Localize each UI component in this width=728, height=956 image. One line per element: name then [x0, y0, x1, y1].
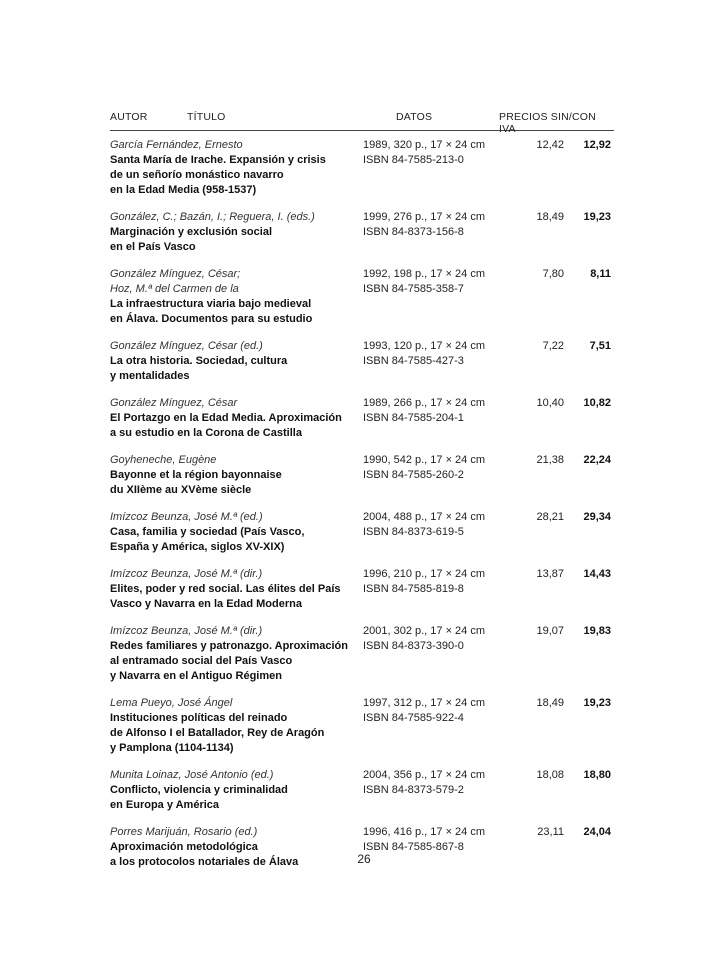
list-item [110, 396, 614, 441]
entry-title: Instituciones políticas del reinado de Alfonso I el Batallador, Rey de Aragón y Pamplona (1104-1134) [110, 712, 325, 754]
entry-isbn: ISBN 84-8373-619-5 [363, 526, 464, 538]
entry-price-con-iva: 22,24 [583, 454, 611, 466]
entry-price-con-iva: 8,11 [590, 268, 611, 280]
entry-price-sin-iva: 18,08 [536, 769, 564, 781]
list-item [110, 567, 614, 612]
entry-list [110, 138, 614, 870]
entry-title: El Portazgo en la Edad Media. Aproximación a su estudio en la Corona de Castilla [110, 412, 342, 439]
entry-author: Lema Pueyo, José Ángel [110, 697, 233, 709]
entry-author: González Mínguez, César; Hoz, M.ª del Carmen de la [110, 268, 241, 295]
entry-datos [363, 624, 503, 654]
list-item [110, 696, 614, 756]
entry-isbn: ISBN 84-8373-390-0 [363, 640, 464, 652]
entry-author: Imízcoz Beunza, José M.ª (dir.) [110, 625, 263, 637]
entry-price-sin-iva: 12,42 [536, 139, 564, 151]
entry-price-con-iva: 24,04 [583, 826, 611, 838]
entry-datos-format: 1999, 276 p., 17 × 24 cm [363, 211, 486, 223]
header-precios: PRECIOS SIN/CON IVA [499, 111, 596, 135]
entry-datos-format: 1989, 266 p., 17 × 24 cm [363, 397, 486, 409]
entry-datos [363, 339, 503, 369]
list-item [110, 453, 614, 498]
entry-author: García Fernández, Ernesto [110, 139, 243, 151]
entry-isbn: ISBN 84-7585-204-1 [363, 412, 464, 424]
entry-isbn: ISBN 84-7585-867-8 [363, 841, 464, 853]
entry-price-con-iva: 19,83 [583, 625, 611, 637]
entry-price-sin-iva: 10,40 [536, 397, 564, 409]
entry-isbn: ISBN 84-7585-819-8 [363, 583, 464, 595]
entry-datos [363, 825, 503, 855]
entry-author: Porres Marijuán, Rosario (ed.) [110, 826, 258, 838]
entry-datos [363, 768, 503, 798]
entry-left-column [110, 339, 350, 384]
list-item [110, 510, 614, 555]
list-item [110, 339, 614, 384]
entry-author: González Mínguez, César [110, 397, 238, 409]
entry-price-con-iva: 12,92 [583, 139, 611, 151]
entry-price-sin-iva: 13,87 [536, 568, 564, 580]
entry-datos-format: 1990, 542 p., 17 × 24 cm [363, 454, 486, 466]
entry-left-column [110, 138, 350, 198]
entry-left-column [110, 510, 350, 555]
entry-title: Santa María de Irache. Expansión y crisis de un señorío monástico navarro en la Edad Media (958-1537) [110, 154, 326, 196]
header-titulo: TÍTULO [187, 111, 226, 123]
entry-price-sin-iva: 18,49 [536, 697, 564, 709]
entry-author: González Mínguez, César (ed.) [110, 340, 263, 352]
entry-price-sin-iva: 7,22 [542, 340, 564, 352]
entry-isbn: ISBN 84-8373-579-2 [363, 784, 464, 796]
entry-datos [363, 267, 503, 297]
entry-datos-format: 2004, 488 p., 17 × 24 cm [363, 511, 486, 523]
entry-left-column [110, 696, 350, 756]
list-item [110, 138, 614, 198]
entry-price-sin-iva: 18,49 [536, 211, 564, 223]
entry-left-column [110, 567, 350, 612]
list-item [110, 267, 614, 327]
entry-datos [363, 138, 503, 168]
entry-datos-format: 1992, 198 p., 17 × 24 cm [363, 268, 486, 280]
entry-datos [363, 696, 503, 726]
entry-price-con-iva: 10,82 [583, 397, 611, 409]
entry-datos [363, 210, 503, 240]
page-number: 26 [357, 852, 371, 866]
entry-title: Conflicto, violencia y criminalidad en Europa y América [110, 784, 288, 811]
entry-price-con-iva: 29,34 [583, 511, 611, 523]
entry-datos [363, 396, 503, 426]
entry-author: González, C.; Bazán, I.; Reguera, I. (eds.) [110, 211, 315, 223]
entry-price-sin-iva: 23,11 [537, 826, 564, 838]
header-autor: AUTOR [110, 111, 148, 123]
table-header [110, 108, 614, 135]
entry-datos-format: 1993, 120 p., 17 × 24 cm [363, 340, 486, 352]
entry-left-column [110, 624, 350, 684]
entry-left-column [110, 453, 350, 498]
entry-author: Munita Loinaz, José Antonio (ed.) [110, 769, 274, 781]
entry-isbn: ISBN 84-8373-156-8 [363, 226, 464, 238]
entry-price-con-iva: 19,23 [583, 211, 611, 223]
entry-title: Casa, familia y sociedad (País Vasco, España y América, siglos XV-XIX) [110, 526, 305, 553]
entry-title: Bayonne et la région bayonnaise du XIIème au XVème siècle [110, 469, 282, 496]
entry-title: Elites, poder y red social. Las élites del País Vasco y Navarra en la Edad Moderna [110, 583, 341, 610]
entry-left-column [110, 210, 350, 255]
list-item [110, 210, 614, 255]
entry-title: La infraestructura viaria bajo medieval en Álava. Documentos para su estudio [110, 298, 313, 325]
entry-isbn: ISBN 84-7585-922-4 [363, 712, 464, 724]
entry-datos-format: 1997, 312 p., 17 × 24 cm [363, 697, 486, 709]
list-item [110, 768, 614, 813]
entry-datos-format: 1989, 320 p., 17 × 24 cm [363, 139, 486, 151]
entry-datos-format: 2004, 356 p., 17 × 24 cm [363, 769, 486, 781]
entry-price-sin-iva: 21,38 [536, 454, 564, 466]
entry-title: Marginación y exclusión social en el País Vasco [110, 226, 272, 253]
entry-isbn: ISBN 84-7585-427-3 [363, 355, 464, 367]
entry-isbn: ISBN 84-7585-260-2 [363, 469, 464, 481]
entry-title: La otra historia. Sociedad, cultura y mentalidades [110, 355, 288, 382]
entry-price-con-iva: 14,43 [583, 568, 611, 580]
list-item [110, 624, 614, 684]
entry-title: Redes familiares y patronazgo. Aproximación al entramado social del País Vasco y Navarra en el Antiguo Régimen [110, 640, 348, 682]
entry-author: Goyheneche, Eugène [110, 454, 217, 466]
entry-price-sin-iva: 7,80 [542, 268, 564, 280]
entry-datos [363, 453, 503, 483]
entry-left-column [110, 396, 350, 441]
entry-datos-format: 2001, 302 p., 17 × 24 cm [363, 625, 486, 637]
entry-author: Imízcoz Beunza, José M.ª (dir.) [110, 568, 263, 580]
catalog-page [110, 108, 614, 882]
entry-left-column [110, 768, 350, 813]
entry-price-sin-iva: 28,21 [536, 511, 564, 523]
entry-datos [363, 510, 503, 540]
entry-isbn: ISBN 84-7585-358-7 [363, 283, 464, 295]
entry-price-sin-iva: 19,07 [536, 625, 564, 637]
entry-datos-format: 1996, 210 p., 17 × 24 cm [363, 568, 486, 580]
entry-left-column [110, 267, 350, 327]
header-datos: DATOS [396, 111, 433, 123]
entry-isbn: ISBN 84-7585-213-0 [363, 154, 464, 166]
entry-author: Imízcoz Beunza, José M.ª (ed.) [110, 511, 263, 523]
entry-price-con-iva: 7,51 [589, 340, 611, 352]
entry-price-con-iva: 19,23 [583, 697, 611, 709]
entry-title: Aproximación metodológica a los protocolos notariales de Álava [110, 841, 299, 868]
entry-price-con-iva: 18,80 [583, 769, 611, 781]
entry-datos-format: 1996, 416 p., 17 × 24 cm [363, 826, 486, 838]
entry-datos [363, 567, 503, 597]
